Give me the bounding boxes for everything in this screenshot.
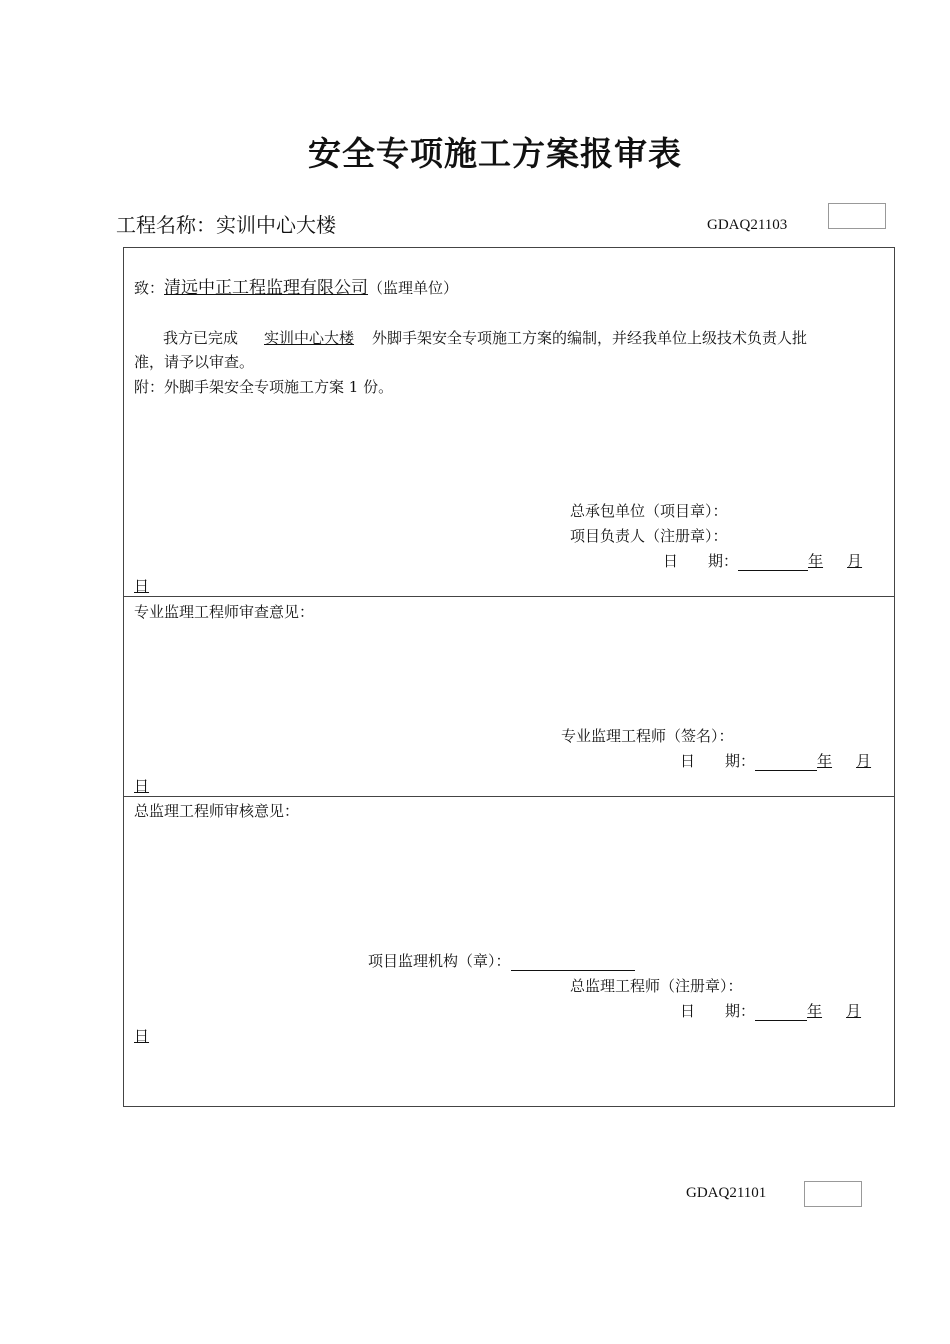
date-label: 日 期：	[680, 752, 756, 770]
body-pre: 我方已完成	[163, 329, 239, 347]
date-blank[interactable]	[755, 1004, 807, 1021]
date-line-1	[663, 551, 862, 571]
engineer-signature-label: 专业监理工程师（签名）：	[561, 727, 734, 745]
project-manager-label: 项目负责人（注册章）：	[570, 527, 728, 545]
row-divider	[124, 796, 894, 797]
engineer-review-heading: 专业监理工程师审查意见：	[134, 603, 315, 621]
contractor-stamp-label: 总承包单位（项目章）：	[570, 502, 728, 520]
code-box-top[interactable]	[828, 203, 886, 229]
attachment-line: 附：外脚手架安全专项施工方案 1 份。	[134, 378, 394, 396]
project-name-label: 工程名称：	[116, 213, 216, 237]
date-line-3	[680, 1001, 861, 1021]
month-label: 月	[856, 752, 872, 770]
body-project: 实训中心大楼	[264, 329, 355, 347]
month-label: 月	[847, 552, 863, 570]
review-form-table	[123, 247, 895, 1107]
addressee-prefix: 致：	[134, 279, 165, 297]
body-line-1	[163, 328, 807, 348]
year-label: 年	[807, 1002, 823, 1020]
body-line-2: 准，请予以审查。	[134, 353, 255, 371]
day-label: 日	[134, 577, 150, 595]
project-name-value: 实训中心大楼	[216, 213, 336, 237]
chief-review-heading: 总监理工程师审核意见：	[134, 802, 300, 820]
month-label: 月	[846, 1002, 862, 1020]
org-stamp-blank[interactable]	[511, 954, 635, 971]
supervision-org-label: 项目监理机构（章）：	[368, 952, 511, 970]
date-label: 日 期：	[663, 552, 739, 570]
supervisor-company: 清远中正工程监理有限公司	[164, 278, 369, 298]
date-line-2	[680, 751, 871, 771]
year-label: 年	[808, 552, 824, 570]
date-label: 日 期：	[680, 1002, 756, 1020]
project-name-line	[116, 209, 336, 238]
code-box-bottom[interactable]	[804, 1181, 862, 1207]
day-label: 日	[134, 777, 150, 795]
supervision-org-line	[368, 951, 635, 971]
form-code-bottom: GDAQ21101	[686, 1185, 767, 1201]
date-blank[interactable]	[755, 754, 817, 771]
row-divider	[124, 596, 894, 597]
day-label: 日	[134, 1027, 150, 1045]
form-code-top: GDAQ21103	[707, 217, 788, 233]
date-blank[interactable]	[738, 554, 808, 571]
chief-engineer-label: 总监理工程师（注册章）：	[570, 977, 743, 995]
form-title: 安全专项施工方案报审表	[308, 134, 682, 173]
addressee-line	[134, 278, 458, 298]
year-label: 年	[817, 752, 833, 770]
supervisor-suffix: （监理单位）	[368, 279, 459, 297]
body-post: 外脚手架安全专项施工方案的编制，并经我单位上级技术负责人批	[372, 329, 808, 347]
